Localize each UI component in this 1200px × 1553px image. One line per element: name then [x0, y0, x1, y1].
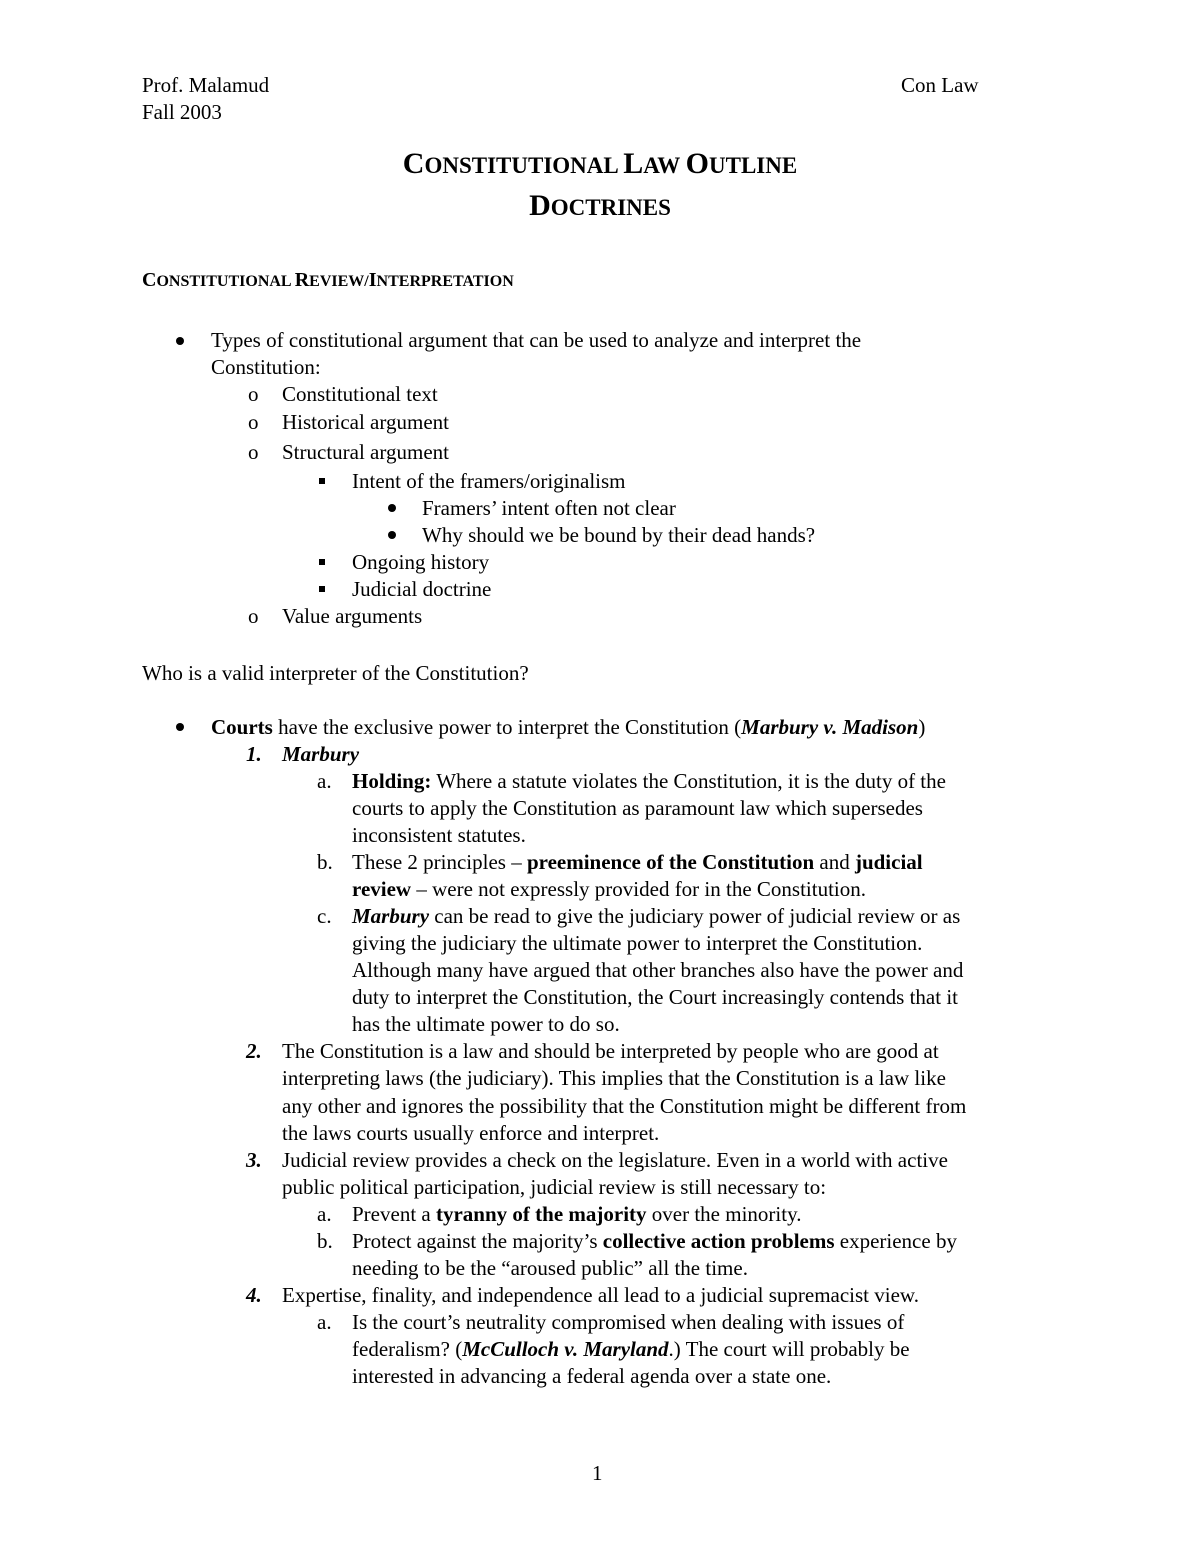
list-intro-line: Types of constitutional argument that can be used to analyze and interpret the: [211, 328, 862, 352]
list-item: Constitutional text: [282, 382, 438, 406]
paragraph-line: duty to interpret the Constitution, the Court increasingly contends that it: [352, 985, 958, 1009]
list-item: Ongoing history: [352, 550, 490, 574]
paragraph-line: interpreting laws (the judiciary). This implies that the Constitution is a law like: [282, 1066, 946, 1090]
item-letter: a.: [317, 1202, 332, 1226]
item-number: 3.: [246, 1148, 262, 1172]
paragraph-line: Holding: Where a statute violates the Constitution, it is the duty of the: [352, 769, 946, 793]
paragraph-line: The Constitution is a law and should be interpreted by people who are good at: [282, 1039, 939, 1063]
paragraph-line: inconsistent statutes.: [352, 823, 526, 847]
paragraph-line: the laws courts usually enforce and interpret.: [282, 1121, 660, 1145]
item-letter: c.: [317, 904, 332, 928]
list-item: Structural argument: [282, 440, 449, 464]
document-title-line2: DOCTRINES: [529, 189, 671, 222]
circle-bullet-icon: o: [248, 440, 259, 464]
item-letter: a.: [317, 769, 332, 793]
paragraph-line: giving the judiciary the ultimate power to interpret the Constitution.: [352, 931, 923, 955]
item-number: 4.: [246, 1283, 262, 1307]
item-number: 2.: [246, 1039, 262, 1063]
square-bullet-icon: [319, 478, 325, 484]
paragraph-line: These 2 principles – preeminence of the Constitution and judicial: [352, 850, 923, 874]
list-item: Framers’ intent often not clear: [422, 496, 676, 520]
item-letter: b.: [317, 850, 333, 874]
bullet-icon: [176, 337, 184, 345]
bullet-icon: [176, 723, 184, 731]
item-title: Marbury: [282, 742, 360, 766]
paragraph-line: federalism? (McCulloch v. Maryland.) The court will probably be: [352, 1337, 910, 1361]
list-item: Value arguments: [282, 604, 423, 628]
list-item: Historical argument: [282, 410, 449, 434]
header-course: Con Law: [901, 73, 979, 97]
paragraph-line: courts to apply the Constitution as paramount law which supersedes: [352, 796, 923, 820]
paragraph-line: needing to be the “aroused public” all the time.: [352, 1256, 748, 1280]
paragraph-line: Protect against the majority’s collective action problems experience by: [352, 1229, 957, 1253]
paragraph-line: has the ultimate power to do so.: [352, 1012, 620, 1036]
circle-bullet-icon: o: [248, 382, 259, 406]
circle-bullet-icon: o: [248, 604, 259, 628]
list-item: Intent of the framers/originalism: [352, 469, 626, 493]
section-heading: CONSTITUTIONAL REVIEW/INTERPRETATION: [142, 269, 514, 291]
list-item: Why should we be bound by their dead hands?: [422, 523, 816, 547]
paragraph-line: public political participation, judicial review is still necessary to:: [282, 1175, 827, 1199]
header-author: Prof. Malamud: [142, 73, 270, 97]
paragraph-line: Is the court’s neutrality compromised when dealing with issues of: [352, 1310, 905, 1334]
list-item: Judicial doctrine: [352, 577, 492, 601]
question-line: Who is a valid interpreter of the Constitution?: [142, 661, 529, 685]
header-term: Fall 2003: [142, 100, 222, 124]
document-title-line1: CONSTITUTIONAL LAW OUTLINE: [402, 147, 798, 180]
paragraph-line: any other and ignores the possibility that the Constitution might be different from: [282, 1094, 967, 1118]
paragraph-line: Although many have argued that other branches also have the power and: [352, 958, 964, 982]
square-bullet-icon: [319, 559, 325, 565]
item-letter: a.: [317, 1310, 332, 1334]
item-letter: b.: [317, 1229, 333, 1253]
paragraph-line: Prevent a tyranny of the majority over the minority.: [352, 1202, 802, 1226]
courts-line: Courts have the exclusive power to interpret the Constitution (Marbury v. Madison): [211, 715, 926, 739]
paragraph-line: interested in advancing a federal agenda over a state one.: [352, 1364, 832, 1388]
list-intro-line: Constitution:: [211, 355, 321, 379]
item-number: 1.: [246, 742, 262, 766]
square-bullet-icon: [319, 586, 325, 592]
circle-bullet-icon: o: [248, 410, 259, 434]
paragraph-line: Judicial review provides a check on the legislature. Even in a world with active: [282, 1148, 948, 1172]
bullet-icon: [388, 531, 396, 539]
bullet-icon: [388, 504, 396, 512]
paragraph-line: Marbury can be read to give the judiciary power of judicial review or as: [352, 904, 961, 928]
paragraph-line: review – were not expressly provided for in the Constitution.: [352, 877, 867, 901]
paragraph-line: Expertise, finality, and independence all lead to a judicial supremacist view.: [282, 1283, 919, 1307]
page-number: 1: [592, 1461, 603, 1485]
